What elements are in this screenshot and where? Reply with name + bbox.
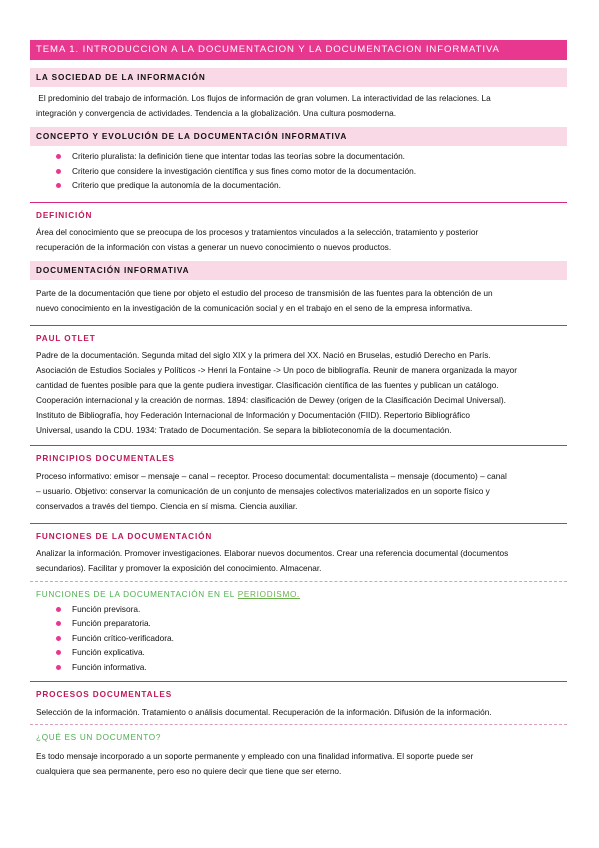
text-line: Parte de la documentación que tiene por objeto el estudio del proceso de transmisión de las fuentes para la obtención de un xyxy=(36,287,493,298)
list-item: Función crítico-verificadora. xyxy=(52,631,567,646)
list-concepto xyxy=(30,149,567,193)
text-line: Proceso informativo: emisor – mensaje – canal – receptor. Proceso documental: documentalista – mensaje (documento) – canal xyxy=(36,470,507,481)
document-page xyxy=(30,40,567,779)
section-body-procesos xyxy=(30,705,567,720)
text-line: El predominio del trabajo de información. Los flujos de información de gran volumen. La interactividad de las relaciones. La xyxy=(36,93,491,103)
section-heading-otlet: PAUL OTLET xyxy=(36,333,96,343)
section-heading-doc-informativa: DOCUMENTACIÓN INFORMATIVA xyxy=(30,261,567,280)
text-line: cualquiera que sea permanente, pero eso no quiere decir que tiene que ser eterno. xyxy=(36,766,342,776)
section-body-documento xyxy=(30,749,567,779)
section-heading-funciones: FUNCIONES DE LA DOCUMENTACIÓN xyxy=(36,531,213,541)
list-item: Criterio pluralista: la definición tiene que intentar todas las teorías sobre la documentación. xyxy=(52,149,567,164)
list-item: Función informativa. xyxy=(52,660,567,675)
list-funciones-periodismo xyxy=(30,602,567,675)
text-line: Analizar la información. Promover investigaciones. Elaborar nuevos documentos. Crear una referencia documental (documentos xyxy=(36,547,509,558)
document-title: TEMA 1. INTRODUCCION A LA DOCUMENTACION Y LA DOCUMENTACION INFORMATIVA xyxy=(30,40,567,60)
section-body-doc-informativa xyxy=(30,286,567,316)
text-line: Es todo mensaje incorporado a un soporte permanente y empleado con una finalidad informativa. El soporte puede ser xyxy=(36,751,474,761)
text-line: – usuario. Objetivo: conservar la comunicación de un conjunto de mensajes colectivos materializados en un soporte físico y xyxy=(36,485,490,496)
section-heading-funciones-periodismo xyxy=(30,582,567,601)
list-item: Función preparatoria. xyxy=(52,616,567,631)
text-line: cantidad de fuentes posible para que la gente pudiera investigar. Clasificación científica de las fuentes y publican un catálogo. xyxy=(36,379,499,390)
section-heading-definicion: DEFINICIÓN xyxy=(36,210,93,220)
text-line: Selección de la información. Tratamiento o análisis documental. Recuperación de la información. Difusión de la información. xyxy=(36,707,492,717)
text-line: Cooperación internacional y la creación de normas. 1894: clasificación de Dewey (origen de la Clasificación Decimal Universal). xyxy=(36,394,506,405)
periodismo-link[interactable]: PERIODISMO. xyxy=(237,589,301,599)
list-item: Criterio que predique la autonomía de la documentación. xyxy=(52,178,567,193)
section-heading-procesos: PROCESOS DOCUMENTALES xyxy=(36,690,173,699)
section-heading-sociedad: LA SOCIEDAD DE LA INFORMACIÓN xyxy=(30,68,567,87)
list-item: Función previsora. xyxy=(52,602,567,617)
text-line: secundarios). Facilitar y promover la exposición del conocimiento. Almacenar. xyxy=(36,562,322,573)
section-body-funciones xyxy=(30,546,567,576)
text-line: Instituto de Bibliografía, hoy Federación Internacional de Información y Documentación (FIID). Repertorio Bibliográfico xyxy=(36,409,470,420)
section-body-principios xyxy=(30,469,567,514)
section-body-otlet xyxy=(30,348,567,438)
list-item: Función explicativa. xyxy=(52,645,567,660)
section-heading-concepto: CONCEPTO Y EVOLUCIÓN DE LA DOCUMENTACIÓN INFORMATIVA xyxy=(30,127,567,146)
text-line: conservados a través del tiempo. Ciencia en sí misma. Ciencia auxiliar. xyxy=(36,500,298,511)
heading-text: FUNCIONES DE LA DOCUMENTACIÓN EN EL xyxy=(36,589,238,599)
section-heading-documento: ¿QUÉ ES UN DOCUMENTO? xyxy=(36,733,162,742)
text-line: integración y convergencia de actividades. Tendencia a la globalización. Una cultura posmoderna. xyxy=(36,108,397,118)
text-line: nuevo conocimiento en la investigación de la comunicación social y en el trabajo en el seno de la empresa informativa. xyxy=(36,302,473,313)
section-body-sociedad xyxy=(30,91,567,121)
text-line: Universal, usando la CDU. 1934: Tratado de Documentación. Se separa la biblioteconomía de la documentación. xyxy=(36,424,452,435)
list-item: Criterio que considere la investigación científica y sus fines como motor de la documentación. xyxy=(52,164,567,179)
section-heading-principios: PRINCIPIOS DOCUMENTALES xyxy=(36,453,175,463)
text-line: Asociación de Estudios Sociales y Políticos -> Henri la Fontaine -> Un poco de bibliografía. Reunir de manera organizada la mayor xyxy=(36,364,518,375)
section-body-definicion xyxy=(30,225,567,255)
text-line: Padre de la documentación. Segunda mitad del siglo XIX y la primera del XX. Nació en Bruselas, estudió Derecho en París. xyxy=(36,349,491,360)
text-line: Área del conocimiento que se preocupa de los procesos y tratamientos vinculados a la selección, tratamiento y posterior xyxy=(36,226,479,237)
text-line: recuperación de la información con vistas a generar un nuevo conocimiento o nuevos productos. xyxy=(36,241,392,252)
